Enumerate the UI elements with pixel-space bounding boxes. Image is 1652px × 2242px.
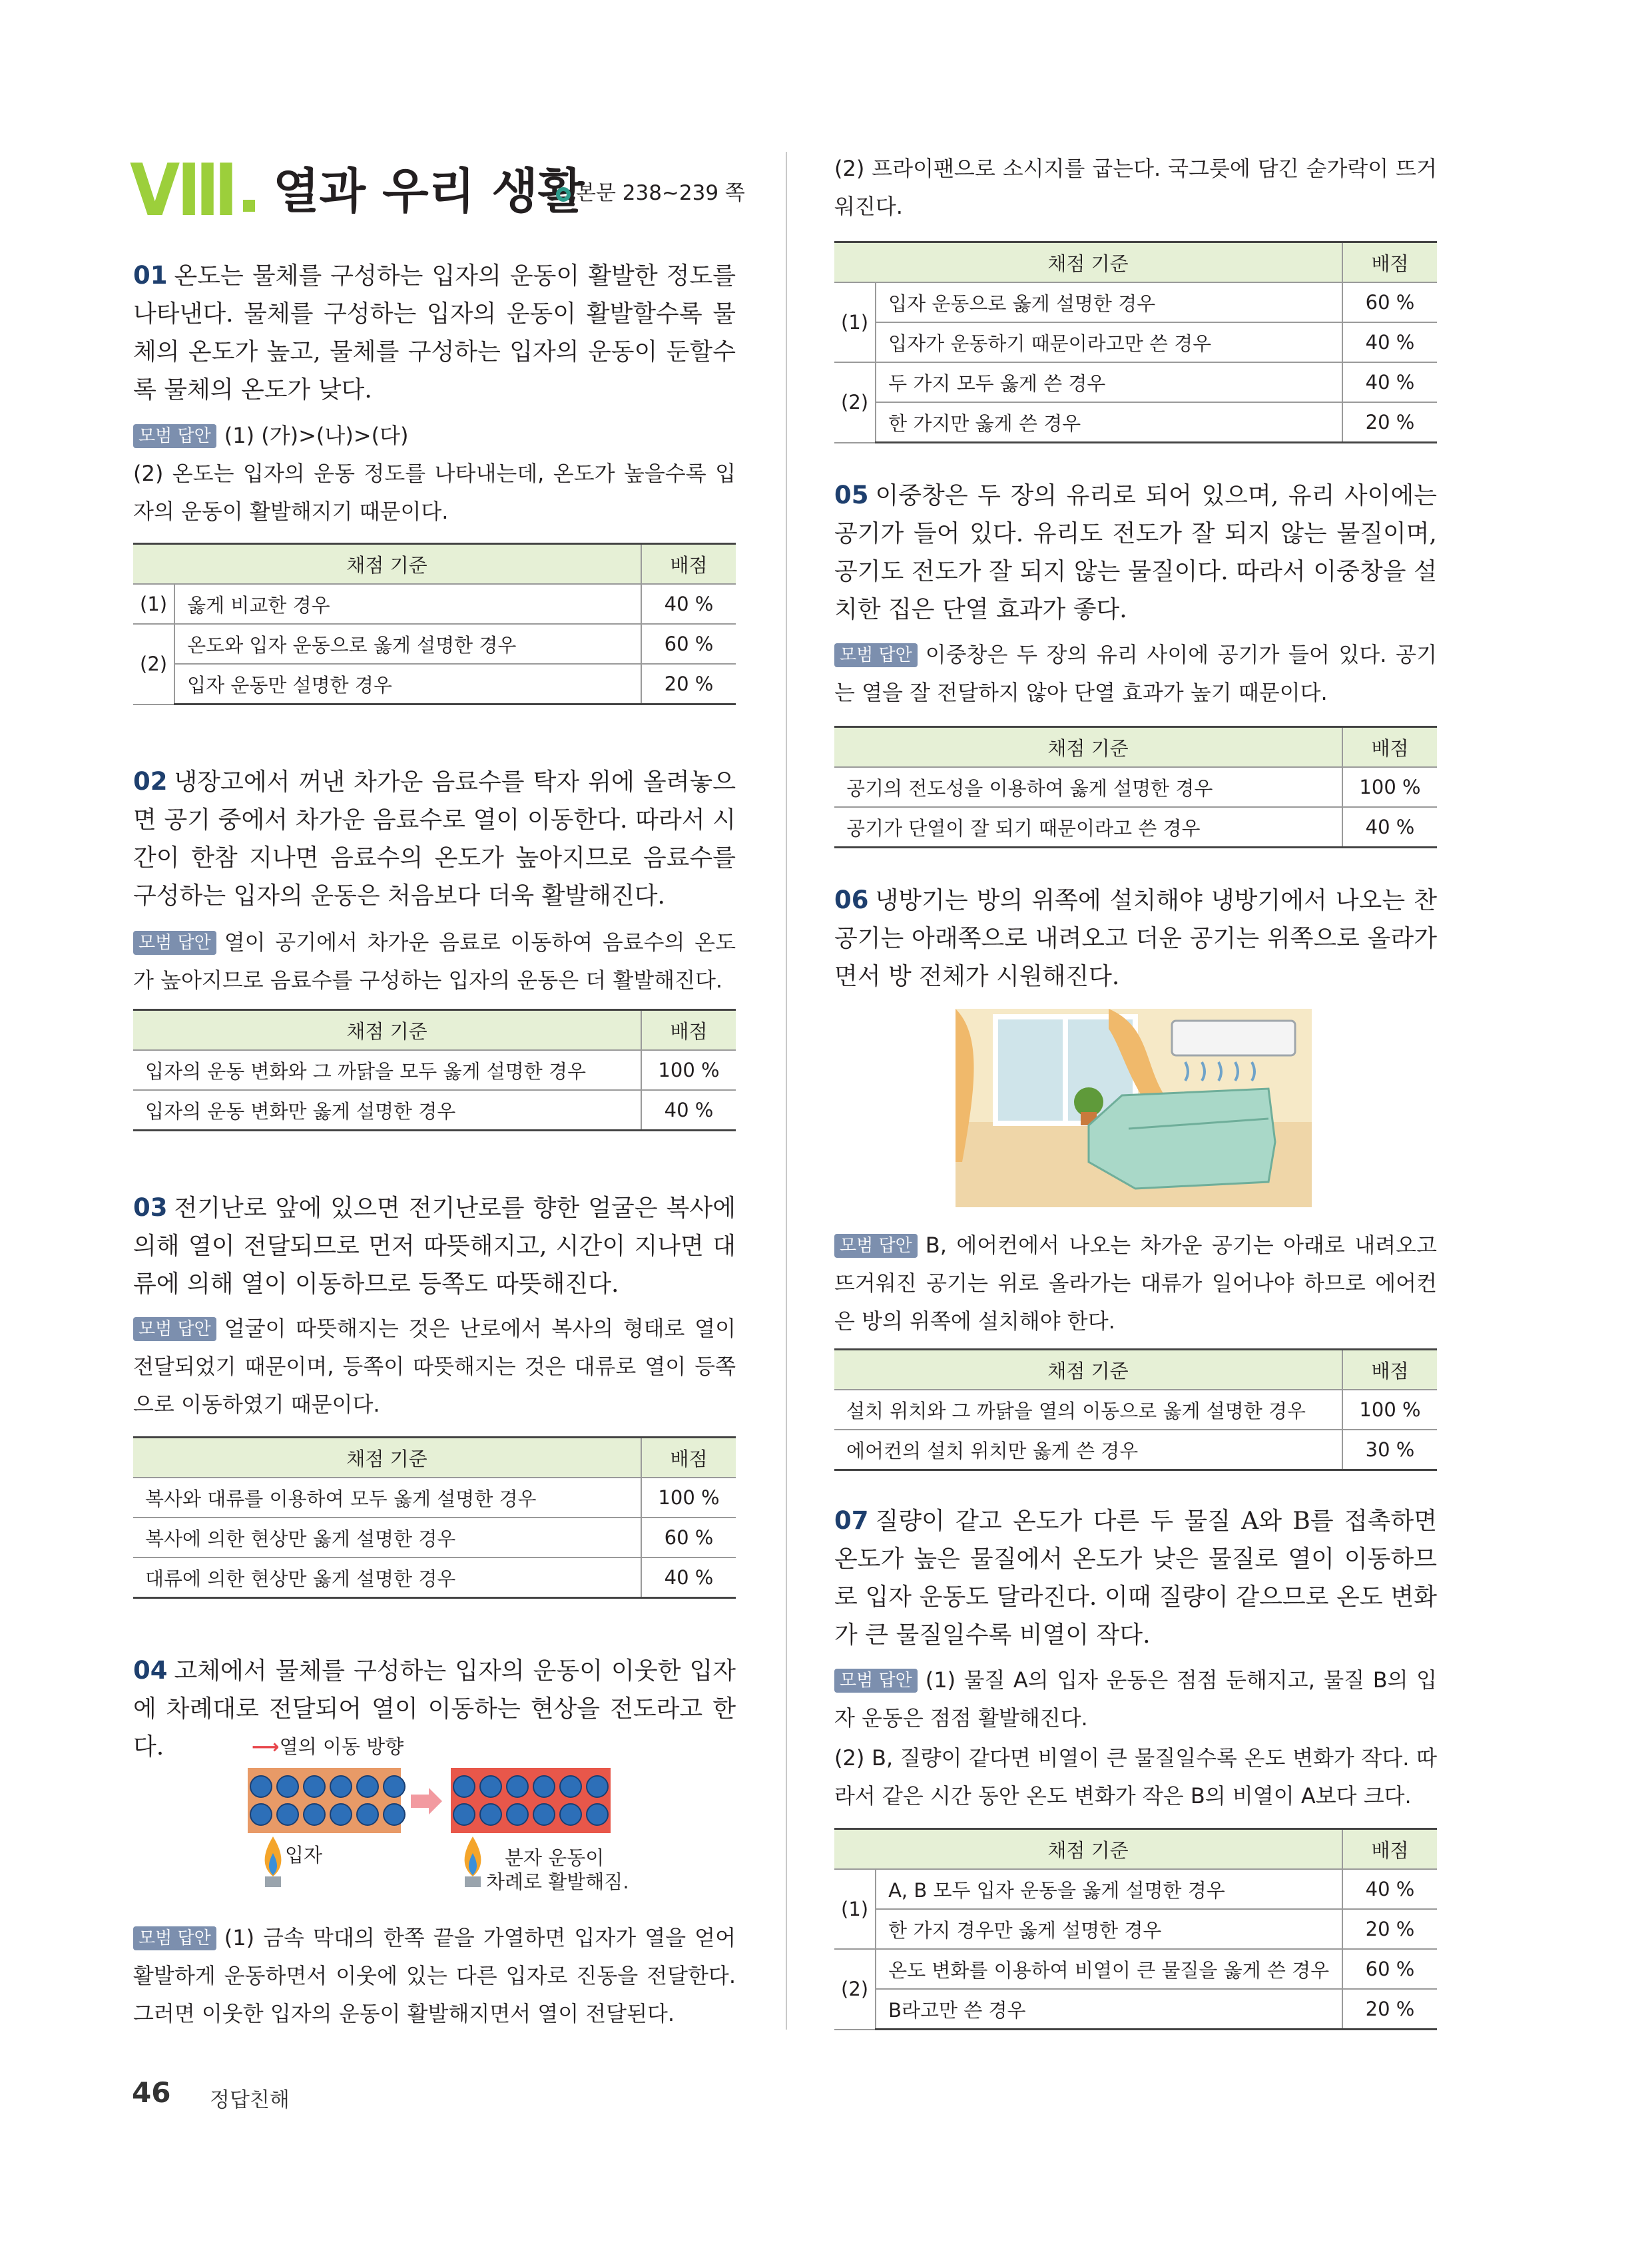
conduction-figure	[248, 1761, 621, 1841]
question-06	[834, 881, 1437, 995]
model-answer-badge: 모범 답안	[834, 1234, 918, 1258]
table-row: (2) 두 가지 모두 옳게 쓴 경우 40 %	[834, 362, 1437, 402]
table-row: 에어컨의 설치 위치만 옳게 쓴 경우 30 %	[834, 1430, 1437, 1470]
question-text: 질량이 같고 온도가 다른 두 물질 A와 B를 접촉하면 온도가 높은 물질에서 온도가 낮은 물질로 열이 이동하므로 입자 운동도 달라진다. 이때 질량이 같으므로 온도 변화가 큰 물질일수록 비열이 작다.	[834, 1508, 1437, 1649]
table-row: 공기가 단열이 잘 되기 때문이라고 쓴 경우 40 %	[834, 807, 1437, 848]
particle	[384, 1804, 405, 1825]
table-row: 입자의 운동 변화만 옳게 설명한 경우 40 %	[133, 1090, 736, 1131]
arrow-right-icon	[411, 1788, 442, 1815]
metal-bar-before	[248, 1768, 401, 1833]
particle	[330, 1804, 352, 1825]
question-number: 05	[834, 481, 869, 509]
answer-03: 모범 답안 얼굴이 따뜻해지는 것은 난로에서 복사의 형태로 열이 전달되었기 때문이며, 등쪽이 따뜻해지는 것은 대류로 열이 등쪽으로 이동하였기 때문이다.	[133, 1316, 736, 1417]
table-header-points: 배점	[641, 1438, 736, 1478]
table-header-criteria: 채점 기준	[133, 1438, 641, 1478]
model-answer-badge: 모범 답안	[133, 424, 216, 448]
particle-label: 입자	[285, 1844, 323, 1866]
particle	[533, 1804, 555, 1825]
question-text: 전기난로 앞에 있으면 전기난로를 향한 얼굴은 복사에 의해 열이 전달되므로 먼저 따뜻해지고, 시간이 지나면 대류에 의해 열이 이동하므로 등쪽도 따뜻해진다.	[133, 1195, 736, 1298]
chapter-dot	[243, 200, 255, 212]
question-number: 03	[133, 1193, 168, 1222]
scoring-table-04	[834, 241, 1437, 443]
table-header-points: 배점	[1342, 242, 1437, 283]
metal-bar-after	[451, 1768, 611, 1833]
table-header-points: 배점	[1342, 1829, 1437, 1870]
particle	[250, 1776, 272, 1797]
answer-04-part2: (2) 프라이팬으로 소시지를 굽는다. 국그릇에 담긴 숟가락이 뜨거워진다.	[834, 156, 1437, 219]
model-answer-badge: 모범 답안	[834, 1669, 918, 1693]
particle	[560, 1776, 581, 1797]
table-row: 한 가지만 옳게 쓴 경우 20 %	[834, 402, 1437, 443]
table-row: (1) 입자 운동으로 옳게 설명한 경우 60 %	[834, 282, 1437, 322]
chapter-roman-numeral: Ⅷ	[130, 149, 232, 232]
answer-07-part2: (2) B, 질량이 같다면 비열이 큰 물질일수록 온도 변화가 작다. 따라서 같은 시간 동안 온도 변화가 작은 B의 비열이 A보다 크다.	[834, 1745, 1437, 1809]
model-answer-badge: 모범 답안	[133, 931, 216, 955]
particle	[330, 1776, 352, 1797]
question-03	[133, 1189, 736, 1303]
particle	[507, 1776, 528, 1797]
table-header-points: 배점	[1342, 1350, 1437, 1390]
question-05	[834, 476, 1437, 629]
table-row: 설치 위치와 그 까닭을 열의 이동으로 옳게 설명한 경우 100 %	[834, 1390, 1437, 1430]
table-row: 입자 운동만 설명한 경우 20 %	[133, 664, 736, 704]
particle	[357, 1776, 378, 1797]
model-answer-badge: 모범 답안	[834, 643, 918, 667]
table-row: 대류에 의한 현상만 옳게 설명한 경우 40 %	[133, 1557, 736, 1598]
question-number: 01	[133, 261, 168, 290]
table-header-criteria: 채점 기준	[834, 1350, 1342, 1390]
particle	[250, 1804, 272, 1825]
answer-05: 모범 답안 이중창은 두 장의 유리 사이에 공기가 들어 있다. 공기는 열을 잘 전달하지 않아 단열 효과가 높기 때문이다.	[834, 642, 1437, 705]
table-header-points: 배점	[1342, 727, 1437, 768]
table-header-criteria: 채점 기준	[834, 1829, 1342, 1870]
table-row: B라고만 쓴 경우 20 %	[834, 1989, 1437, 2030]
question-text: 온도는 물체를 구성하는 입자의 운동이 활발한 정도를 나타낸다. 물체를 구성하는 입자의 운동이 활발할수록 물체의 온도가 높고, 물체를 구성하는 입자의 운동이 둔할수록 물체의 온도가 낮다.	[133, 262, 736, 404]
table-row: (1) A, B 모두 입자 운동을 옳게 설명한 경우 40 %	[834, 1869, 1437, 1909]
question-number: 07	[834, 1506, 869, 1535]
particle	[277, 1776, 298, 1797]
question-04	[133, 1651, 736, 1766]
particle	[587, 1804, 608, 1825]
particle	[533, 1776, 555, 1797]
answer-01-part1: 모범 답안 (1) (가)>(나)>(다)	[133, 417, 736, 455]
answer-06: 모범 답안 B, 에어컨에서 나오는 차가운 공기는 아래로 내려오고 뜨거워진 공기는 위로 올라가는 대류가 일어나야 하므로 에어컨은 방의 위쪽에 설치해야 한다.	[834, 1233, 1437, 1334]
table-row: 입자의 운동 변화와 그 까닭을 모두 옳게 설명한 경우 100 %	[133, 1050, 736, 1090]
particle	[480, 1776, 501, 1797]
table-row: 입자가 운동하기 때문이라고만 쓴 경우 40 %	[834, 322, 1437, 362]
question-text: 냉방기는 방의 위쪽에 설치해야 냉방기에서 나오는 찬 공기는 아래쪽으로 내려오고 더운 공기는 위쪽으로 올라가면서 방 전체가 시원해진다.	[834, 887, 1437, 990]
question-text: 고체에서 물체를 구성하는 입자의 운동이 이웃한 입자에 차례대로 전달되어 열이 이동하는 현상을 전도라고 한다.	[133, 1657, 736, 1761]
arrow-right-icon: ⟶	[252, 1735, 280, 1758]
model-answer-badge: 모범 답안	[133, 1317, 216, 1341]
motion-label-line1: 분자 운동이	[505, 1846, 605, 1869]
question-number: 02	[133, 767, 168, 796]
table-row: 복사에 의한 현상만 옳게 설명한 경우 60 %	[133, 1518, 736, 1557]
heat-direction-label: ⟶열의 이동 방향	[252, 1735, 404, 1758]
question-01	[133, 256, 736, 409]
table-row: 한 가지 경우만 옳게 설명한 경우 20 %	[834, 1909, 1437, 1949]
table-header-criteria: 채점 기준	[834, 242, 1342, 283]
particle	[384, 1776, 405, 1797]
table-header-criteria: 채점 기준	[133, 1010, 641, 1051]
answer-07-part1: 모범 답안 (1) 물질 A의 입자 운동은 점점 둔해지고, 물질 B의 입자 운동은 점점 활발해진다.	[834, 1667, 1437, 1731]
particle	[453, 1804, 475, 1825]
scoring-table-03	[133, 1436, 736, 1599]
particle	[304, 1804, 325, 1825]
sofa-icon	[1089, 1089, 1275, 1189]
table-row: (2) 온도와 입자 운동으로 옳게 설명한 경우 60 %	[133, 624, 736, 664]
particle	[357, 1804, 378, 1825]
room-illustration	[956, 1009, 1312, 1207]
question-text: 이중창은 두 장의 유리로 되어 있으며, 유리 사이에는 공기가 들어 있다. 유리도 전도가 잘 되지 않는 물질이며, 공기도 전도가 잘 되지 않는 물질이다. 따라서 이중창을 설치한 집은 단열 효과가 좋다.	[834, 482, 1437, 623]
particle	[277, 1804, 298, 1825]
particle	[560, 1804, 581, 1825]
scoring-table-05	[834, 726, 1437, 848]
particle	[304, 1776, 325, 1797]
question-number: 04	[133, 1656, 168, 1685]
question-number: 06	[834, 886, 869, 914]
table-header-points: 배점	[641, 544, 736, 585]
model-answer-badge: 모범 답안	[133, 1926, 216, 1950]
book-title: 정답친해	[210, 2088, 290, 2112]
ring-icon	[556, 187, 571, 202]
scoring-table-02	[133, 1009, 736, 1131]
page-reference: 본문 238~239 쪽	[556, 180, 745, 206]
air-conditioner-icon	[1172, 1021, 1295, 1055]
question-02	[133, 762, 736, 915]
table-row: (1) 옳게 비교한 경우 40 %	[133, 584, 736, 624]
table-header-criteria: 채점 기준	[834, 727, 1342, 768]
table-row: 복사와 대류를 이용하여 모두 옳게 설명한 경우 100 %	[133, 1478, 736, 1518]
table-row: (2) 온도 변화를 이용하여 비열이 큰 물질을 옳게 쓴 경우 60 %	[834, 1949, 1437, 1989]
particle	[507, 1804, 528, 1825]
question-text: 냉장고에서 꺼낸 차가운 음료수를 탁자 위에 올려놓으면 공기 중에서 차가운 음료수로 열이 이동한다. 따라서 시간이 한참 지나면 음료수의 온도가 높아지므로 음료수를 구성하는 입자의 운동은 처음보다 더욱 활발해진다.	[133, 768, 736, 910]
scoring-table-01	[133, 543, 736, 705]
scoring-table-06	[834, 1348, 1437, 1471]
column-divider	[786, 152, 787, 2030]
answer-01-part2: (2) 온도는 입자의 운동 정도를 나타내는데, 온도가 높을수록 입자의 운동이 활발해지기 때문이다.	[133, 461, 736, 524]
question-07	[834, 1502, 1437, 1654]
particle	[480, 1804, 501, 1825]
page-number: 46	[132, 2076, 171, 2109]
particle	[587, 1776, 608, 1797]
answer-02: 모범 답안 열이 공기에서 차가운 음료로 이동하여 음료수의 온도가 높아지므로 음료수를 구성하는 입자의 운동은 더 활발해진다.	[133, 930, 736, 993]
table-header-criteria: 채점 기준	[133, 544, 641, 585]
motion-label-line2: 차례로 활발해짐.	[486, 1870, 629, 1893]
table-row: 공기의 전도성을 이용하여 옳게 설명한 경우 100 %	[834, 767, 1437, 807]
table-header-points: 배점	[641, 1010, 736, 1051]
particle	[453, 1776, 475, 1797]
chapter-title: 열과 우리 생활	[273, 163, 585, 219]
answer-04-part1: 모범 답안 (1) 금속 막대의 한쪽 끝을 가열하면 입자가 열을 얻어 활발하게 운동하면서 이웃에 있는 다른 입자로 진동을 전달한다. 그러면 이웃한 입자의 운동이 활발해지면서 열이 전달된다.	[133, 1925, 736, 2026]
scoring-table-07	[834, 1828, 1437, 2030]
